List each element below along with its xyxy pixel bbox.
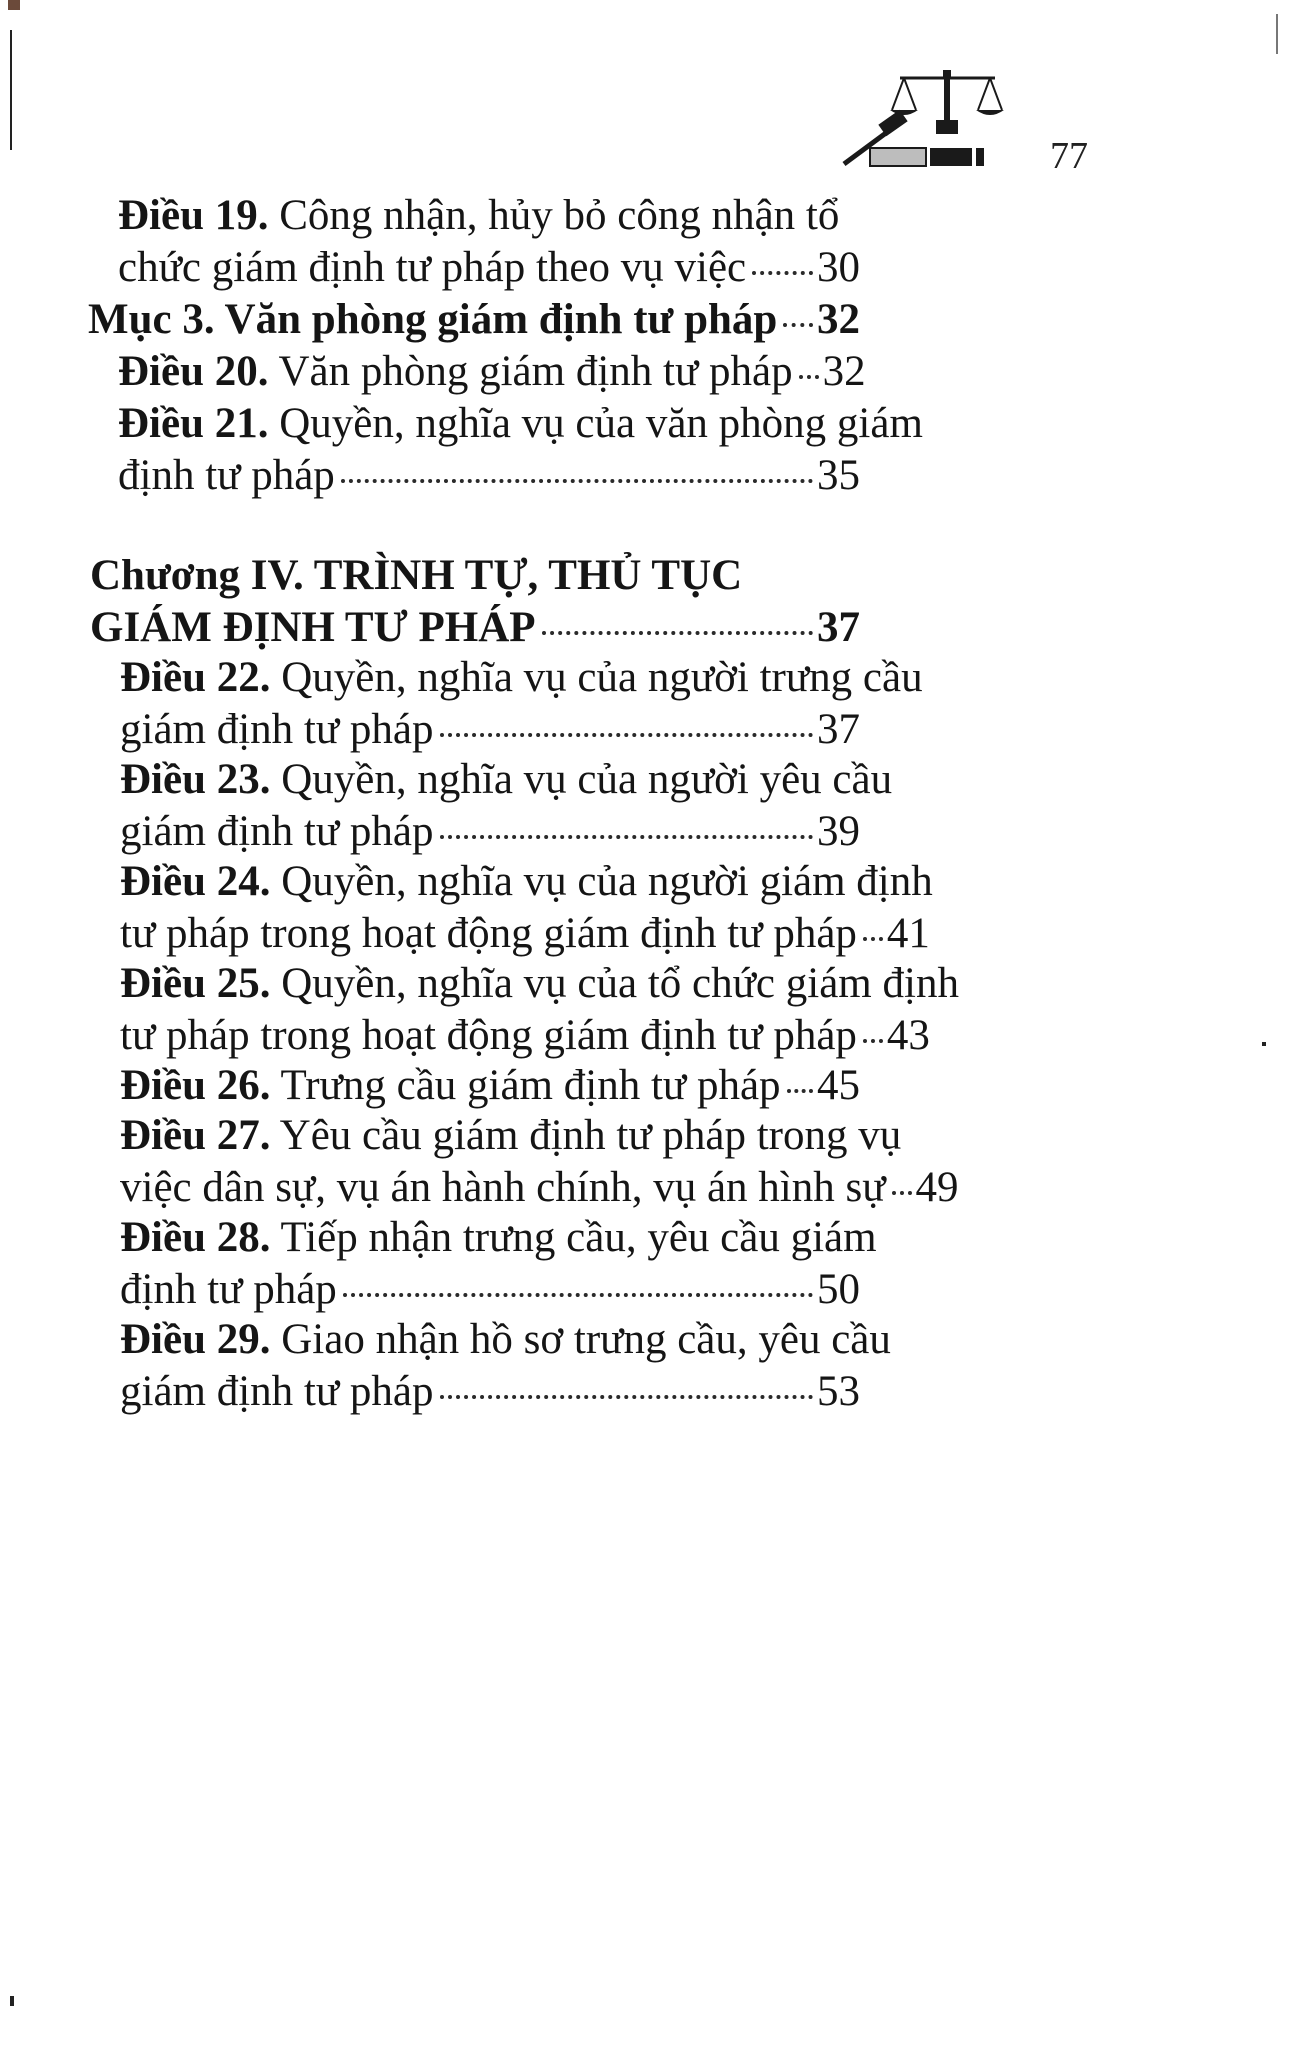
dot-leader xyxy=(863,937,883,941)
page-ref: 32 xyxy=(817,296,860,343)
article-label: Điều 23. xyxy=(120,756,271,803)
entry-title: giám định tư pháp xyxy=(120,706,434,753)
article-label: Điều 22. xyxy=(120,654,271,701)
toc-entry-dieu-23[interactable] xyxy=(120,750,893,810)
toc-entry-dieu-21-cont[interactable] xyxy=(118,446,860,506)
dot-leader xyxy=(787,1089,813,1093)
toc-chapter-iv[interactable] xyxy=(90,546,790,606)
article-label: Điều 21. xyxy=(118,400,269,447)
article-label: Điều 19. xyxy=(118,192,269,239)
toc-entry-dieu-19[interactable] xyxy=(118,186,840,246)
chapter-title: GIÁM ĐỊNH TƯ PHÁP xyxy=(90,604,536,651)
toc-section-muc-3[interactable] xyxy=(88,290,860,350)
entry-title: giám định tư pháp xyxy=(120,1368,434,1415)
dot-leader xyxy=(892,1191,912,1195)
page-ref: 32 xyxy=(822,348,866,395)
dot-leader xyxy=(542,631,813,635)
page-ref: 37 xyxy=(817,706,860,753)
toc-entry-dieu-27[interactable] xyxy=(120,1106,902,1166)
toc-entry-dieu-29-cont[interactable] xyxy=(120,1362,860,1422)
entry-title: tư pháp trong hoạt động giám định tư pháp xyxy=(120,1012,857,1059)
entry-title: định tư pháp xyxy=(118,452,335,499)
article-label: Điều 27. xyxy=(120,1112,271,1159)
section-title: Mục 3. Văn phòng giám định tư pháp xyxy=(88,296,778,343)
entry-title: Giao nhận hồ sơ trưng cầu, yêu cầu xyxy=(270,1316,891,1363)
dot-leader xyxy=(863,1039,883,1043)
dot-leader xyxy=(440,1395,813,1399)
entry-title: việc dân sự, vụ án hành chính, vụ án hình sự xyxy=(120,1164,886,1211)
page-ref: 53 xyxy=(817,1368,860,1415)
article-label: Điều 20. xyxy=(118,348,269,395)
entry-title: Văn phòng giám định tư pháp xyxy=(268,348,793,395)
page-ref: 39 xyxy=(817,808,860,855)
entry-title: Trưng cầu giám định tư pháp xyxy=(270,1062,781,1109)
entry-title: Yêu cầu giám định tư pháp trong vụ xyxy=(270,1112,902,1159)
toc-entry-dieu-19-cont[interactable] xyxy=(118,238,860,298)
toc-entry-dieu-28[interactable] xyxy=(120,1208,877,1268)
entry-title: tư pháp trong hoạt động giám định tư pháp xyxy=(120,910,857,957)
entry-title: Quyền, nghĩa vụ của văn phòng giám xyxy=(268,400,923,447)
entry-title: giám định tư pháp xyxy=(120,808,434,855)
toc-entry-dieu-22[interactable] xyxy=(120,648,923,708)
entry-title: định tư pháp xyxy=(120,1266,337,1313)
dot-leader xyxy=(783,323,813,327)
toc-entry-dieu-25[interactable] xyxy=(120,954,959,1014)
entry-title: Tiếp nhận trưng cầu, yêu cầu giám xyxy=(270,1214,877,1261)
entry-title: Công nhận, hủy bỏ công nhận tổ xyxy=(268,192,840,239)
page-number: 77 xyxy=(1050,135,1088,177)
dot-leader xyxy=(799,375,819,379)
dot-leader xyxy=(440,733,813,737)
entry-title: Quyền, nghĩa vụ của tổ chức giám định xyxy=(270,960,959,1007)
entry-title: Quyền, nghĩa vụ của người trưng cầu xyxy=(270,654,923,701)
article-label: Điều 28. xyxy=(120,1214,271,1261)
article-label: Điều 25. xyxy=(120,960,271,1007)
entry-title: Quyền, nghĩa vụ của người giám định xyxy=(270,858,933,905)
page-ref: 35 xyxy=(817,452,860,499)
page-ref: 37 xyxy=(817,604,860,651)
dot-leader xyxy=(752,271,813,275)
dot-leader xyxy=(440,835,813,839)
entry-title: Quyền, nghĩa vụ của người yêu cầu xyxy=(270,756,893,803)
dot-leader xyxy=(343,1293,813,1297)
entry-title: chức giám định tư pháp theo vụ việc xyxy=(118,244,747,291)
chapter-title: Chương IV. TRÌNH TỰ, THỦ TỤC xyxy=(90,552,743,599)
page-ref: 30 xyxy=(817,244,860,291)
page-ref: 43 xyxy=(886,1012,930,1059)
page-ref: 41 xyxy=(886,910,930,957)
article-label: Điều 26. xyxy=(120,1062,271,1109)
article-label: Điều 24. xyxy=(120,858,271,905)
page-ref: 50 xyxy=(817,1266,860,1313)
toc-entry-dieu-21[interactable] xyxy=(118,394,923,454)
page-ref: 45 xyxy=(817,1062,860,1109)
page-ref: 49 xyxy=(915,1164,959,1211)
toc-entry-dieu-24[interactable] xyxy=(120,852,933,912)
toc-entry-dieu-29[interactable] xyxy=(120,1310,891,1370)
toc-entry-dieu-20[interactable] xyxy=(118,342,866,402)
article-label: Điều 29. xyxy=(120,1316,271,1363)
dot-leader xyxy=(341,479,813,483)
